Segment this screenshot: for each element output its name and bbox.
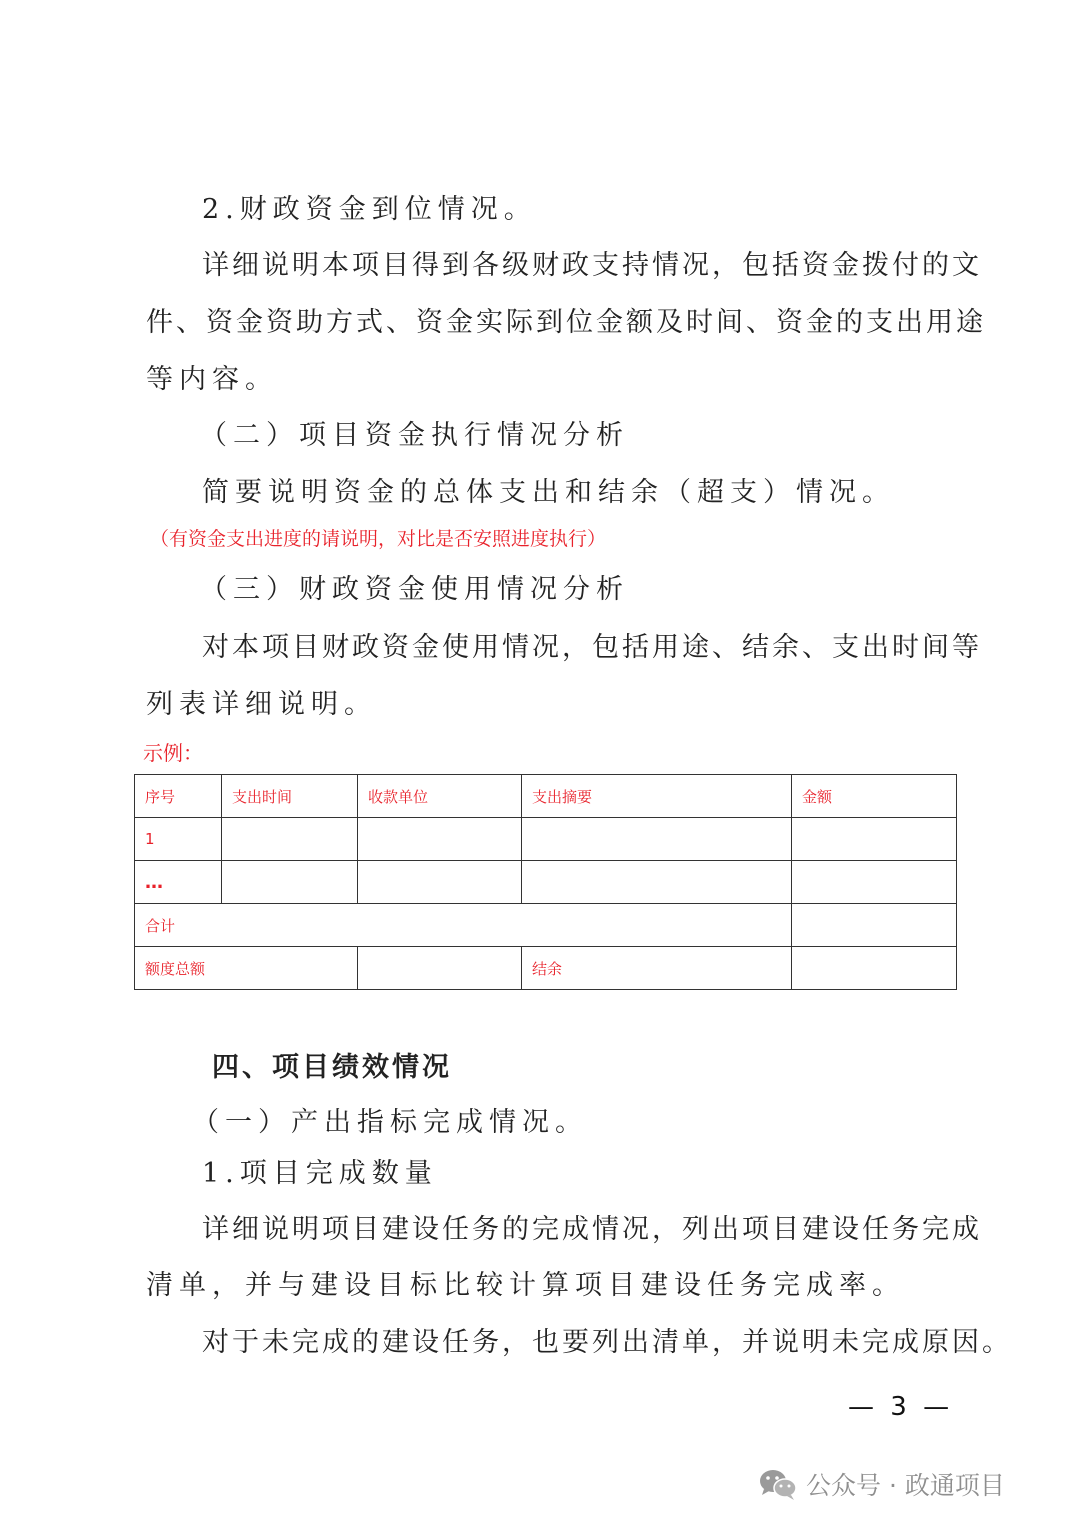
header-index: 序号 bbox=[135, 775, 222, 818]
watermark-text: 公众号 · 政通项目 bbox=[806, 1471, 1005, 1500]
paragraph-fund-usage-line2: 列表详细说明。 bbox=[146, 689, 377, 720]
table-quota-row bbox=[135, 947, 957, 990]
table-header-row bbox=[135, 775, 957, 818]
table-cell bbox=[792, 818, 957, 861]
table-cell bbox=[222, 818, 358, 861]
row-index: 1 bbox=[135, 818, 222, 861]
table-cell bbox=[222, 861, 358, 904]
wechat-icon bbox=[758, 1467, 798, 1501]
example-label: 示例： bbox=[143, 741, 203, 765]
table-total-row bbox=[135, 904, 957, 947]
paragraph-fund-usage-line1: 对本项目财政资金使用情况，包括用途、结余、支出时间等 bbox=[202, 632, 982, 663]
paragraph-incomplete: 对于未完成的建设任务，也要列出清单，并说明未完成原因。 bbox=[202, 1327, 1012, 1358]
paragraph-completion-line1: 详细说明项目建设任务的完成情况，列出项目建设任务完成 bbox=[202, 1214, 982, 1245]
paragraph-fund-detail-line2: 件、资金资助方式、资金实际到位金额及时间、资金的支出用途 bbox=[146, 307, 986, 338]
table-row bbox=[135, 818, 957, 861]
table-cell bbox=[792, 904, 957, 947]
table-cell bbox=[792, 861, 957, 904]
table-row bbox=[135, 861, 957, 904]
subheading-output-indicators: （一）产出指标完成情况。 bbox=[192, 1107, 588, 1138]
table-cell bbox=[358, 818, 522, 861]
item-fund-arrival: 2.财政资金到位情况。 bbox=[202, 194, 537, 225]
subheading-fund-execution: （二）项目资金执行情况分析 bbox=[200, 420, 629, 451]
header-time: 支出时间 bbox=[222, 775, 358, 818]
paragraph-fund-detail-line3: 等内容。 bbox=[146, 364, 278, 395]
red-note: （有资金支出进度的请说明，对比是否安照进度执行） bbox=[150, 528, 607, 550]
quota-label: 额度总额 bbox=[135, 947, 358, 990]
subheading-fund-usage: （三）财政资金使用情况分析 bbox=[200, 574, 629, 605]
section-heading-performance: 四、项目绩效情况 bbox=[212, 1052, 452, 1083]
table-cell bbox=[522, 861, 792, 904]
balance-label: 结余 bbox=[522, 947, 792, 990]
total-label: 合计 bbox=[135, 904, 792, 947]
page-number: — 3 — bbox=[848, 1392, 954, 1422]
table-cell bbox=[358, 861, 522, 904]
header-summary: 支出摘要 bbox=[522, 775, 792, 818]
item-completion-quantity: 1.项目完成数量 bbox=[202, 1158, 438, 1189]
table-cell bbox=[522, 818, 792, 861]
paragraph-fund-detail-line1: 详细说明本项目得到各级财政支持情况，包括资金拨付的文 bbox=[202, 250, 982, 281]
row-index-ellipsis: … bbox=[135, 861, 222, 904]
watermark bbox=[758, 1462, 1005, 1506]
table-cell bbox=[358, 947, 522, 990]
paragraph-fund-execution: 简要说明资金的总体支出和结余（超支）情况。 bbox=[202, 477, 895, 508]
paragraph-completion-line2: 清单，并与建设目标比较计算项目建设任务完成率。 bbox=[146, 1270, 905, 1301]
table-cell bbox=[792, 947, 957, 990]
header-payee: 收款单位 bbox=[358, 775, 522, 818]
fund-usage-table bbox=[134, 774, 957, 990]
header-amount: 金额 bbox=[792, 775, 957, 818]
